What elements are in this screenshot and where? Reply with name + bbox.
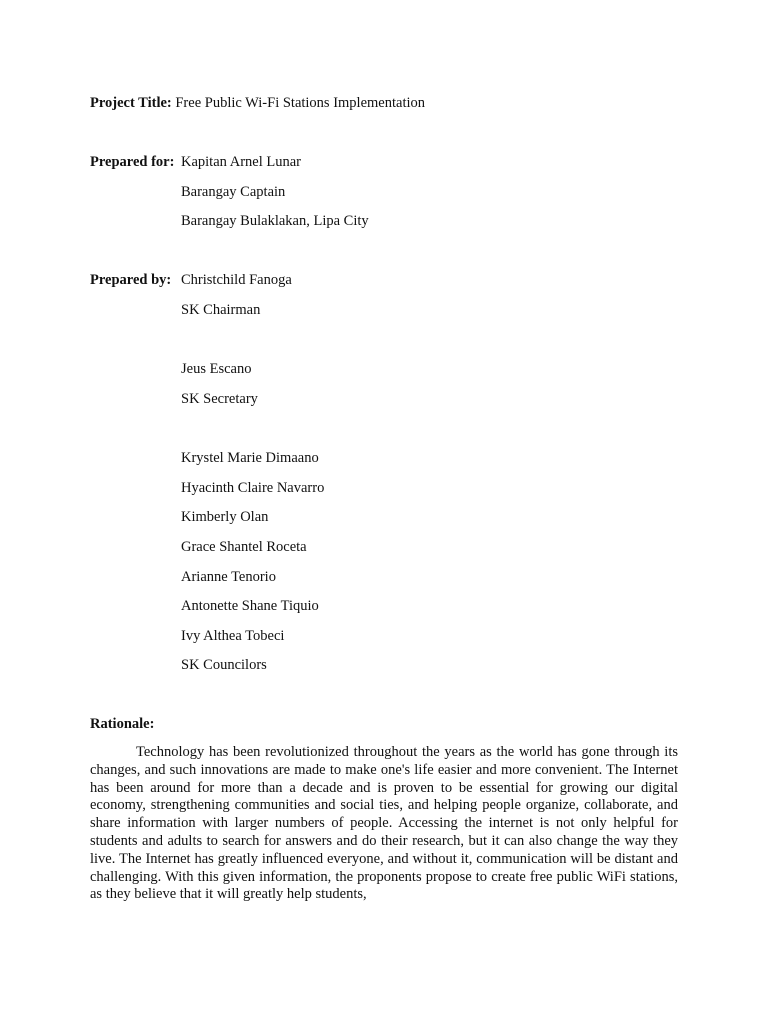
councilor-name: Hyacinth Claire Navarro — [181, 480, 325, 496]
councilor-name: Arianne Tenorio — [181, 569, 276, 585]
prepared-for-label: Prepared for: — [90, 154, 175, 170]
project-title-value: Free Public Wi-Fi Stations Implementation — [175, 95, 426, 111]
councilors-position: SK Councilors — [181, 657, 267, 673]
prepared-by-label-row — [90, 271, 171, 289]
secretary-position: SK Secretary — [181, 391, 258, 407]
councilor-name: Ivy Althea Tobeci — [181, 628, 285, 644]
prepared-by-label: Prepared by: — [90, 272, 172, 288]
rationale-paragraph: Technology has been revolutionized throughout the years as the world has gone through its changes, and such innovations are made to make one's life easier and more convenient. The Internet has been around for more than a decade and is proven to be essential for growing our digital economy, strengthening communities and social ties, and helping people organize, collaborate, and share information with larger numbers of people. Accessing the internet is not only helpful for students and adults to search for answers and do their research, but it can also change the way they live. The Internet has greatly influenced everyone, and without it, communication will be distant and challenging. With this given information, the proponents propose to create free public WiFi stations, as they believe that it will greatly help students, — [90, 744, 678, 903]
project-title-row — [90, 94, 425, 112]
prepared-for-position: Barangay Captain — [181, 184, 286, 200]
project-title-label: Project Title: — [90, 95, 172, 111]
secretary-name: Jeus Escano — [181, 361, 252, 377]
councilor-name: Krystel Marie Dimaano — [181, 450, 319, 466]
chairman-position: SK Chairman — [181, 302, 261, 318]
rationale-heading: Rationale: — [90, 716, 155, 732]
councilor-name: Antonette Shane Tiquio — [181, 598, 319, 614]
prepared-for-name: Kapitan Arnel Lunar — [181, 154, 301, 170]
councilor-name: Kimberly Olan — [181, 509, 269, 525]
prepared-for-label-row — [90, 153, 174, 171]
chairman-name: Christchild Fanoga — [181, 272, 292, 288]
prepared-for-address: Barangay Bulaklakan, Lipa City — [181, 213, 369, 229]
councilor-name: Grace Shantel Roceta — [181, 539, 307, 555]
